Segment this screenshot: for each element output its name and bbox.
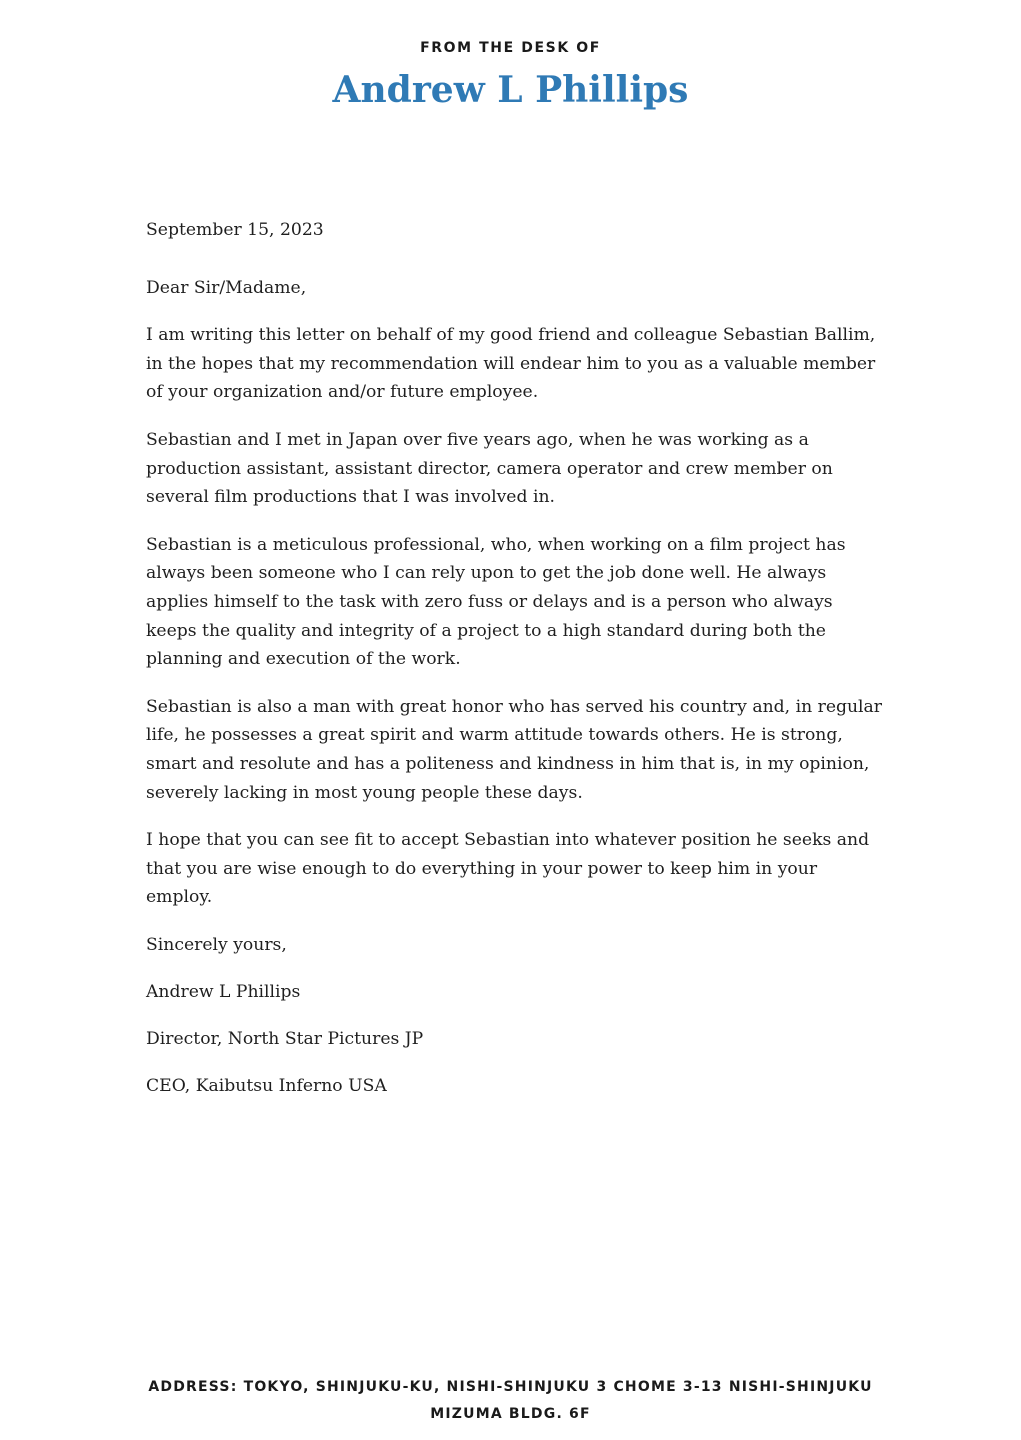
letter-paragraph: Sebastian is also a man with great honor who has served his country and, in regular life, he possesses a great spirit and warm attitude towards others. He is strong, smart and resolute and has a politeness and kindness in him that is, in my opinion, severely lacking in most young people these days. bbox=[146, 696, 883, 803]
signature-name: Andrew L Phillips bbox=[146, 982, 301, 1003]
footer-address bbox=[0, 1374, 1021, 1428]
letterhead bbox=[0, 38, 1021, 112]
letter-body bbox=[146, 216, 886, 1118]
letter-paragraph: Sebastian and I met in Japan over five years ago, when he was working as a production assistant, assistant director, camera operator and crew member on several film productions that I was involved in. bbox=[146, 429, 833, 508]
letterhead-kicker: FROM THE DESK OF bbox=[420, 40, 601, 56]
letter-paragraph: Sebastian is a meticulous professional, who, when working on a film project has always been someone who I can rely upon to get the job done well. He always applies himself to the task with zero fuss or delays and is a person who always keeps the quality and integrity of a project to a high standard during both the planning and execution of the work. bbox=[146, 534, 846, 670]
letter-paragraph: I am writing this letter on behalf of my good friend and colleague Sebastian Ballim, in the hopes that my recommendation will endear him to you as a valuable member of your organization and/or future employee. bbox=[146, 325, 876, 403]
signature-title-1: Director, North Star Pictures JP bbox=[146, 1029, 424, 1050]
letter-date: September 15, 2023 bbox=[146, 220, 324, 240]
sender-name: Andrew L Phillips bbox=[332, 69, 689, 111]
letter-greeting: Dear Sir/Madame, bbox=[146, 277, 307, 298]
address-line-2: MIZUMA BLDG. 6F bbox=[430, 1406, 591, 1422]
signature-title-2: CEO, Kaibutsu Inferno USA bbox=[146, 1075, 387, 1096]
letter-paragraph: I hope that you can see fit to accept Sebastian into whatever position he seeks and that you are wise enough to do everything in your power to keep him in your employ. bbox=[146, 830, 870, 908]
letter-closing: Sincerely yours, bbox=[146, 934, 287, 955]
address-line-1: ADDRESS: TOKYO, SHINJUKU-KU, NISHI-SHINJUKU 3 CHOME 3-13 NISHI-SHINJUKU bbox=[148, 1379, 873, 1395]
